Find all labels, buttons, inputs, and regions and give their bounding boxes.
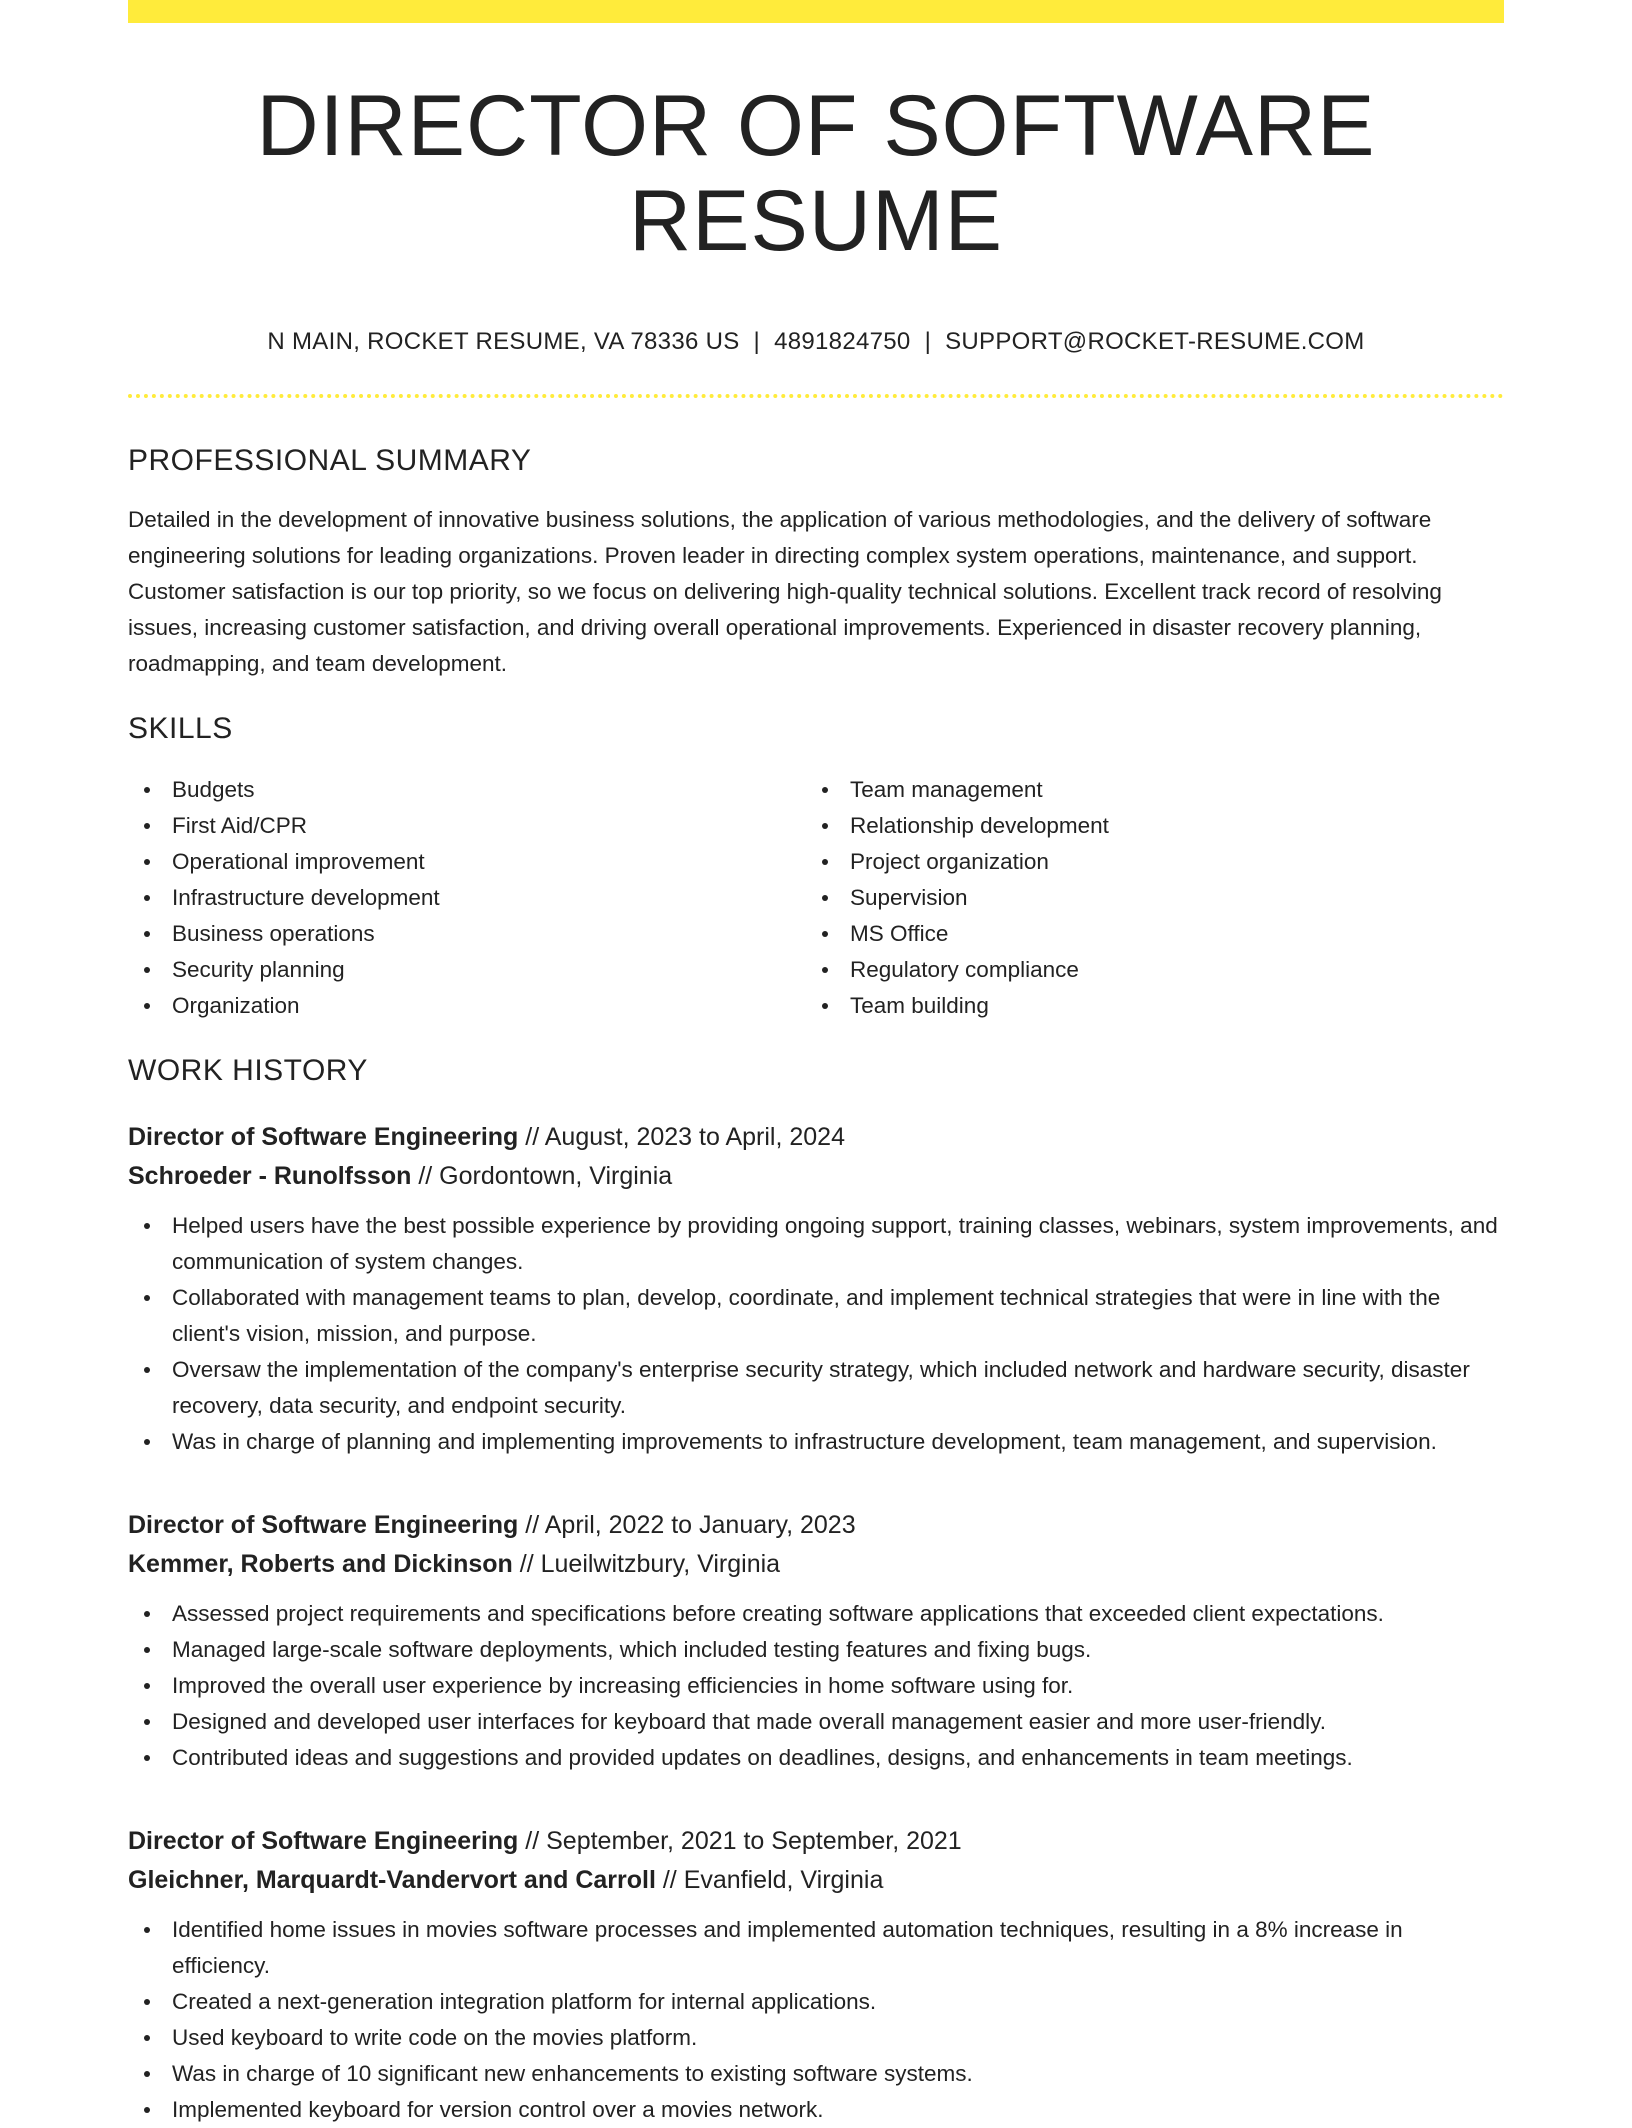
job-company: Schroeder - Runolfsson xyxy=(128,1162,412,1191)
contact-separator: | xyxy=(924,328,932,356)
skill-item: Supervision xyxy=(806,880,1484,916)
dotted-divider xyxy=(128,394,1504,398)
job-company-line xyxy=(128,1861,1504,1900)
job-company-line xyxy=(128,1157,1504,1196)
skill-item: First Aid/CPR xyxy=(128,808,806,844)
duty-item: Collaborated with management teams to plan, develop, coordinate, and implement technical strategies that were in line with the client's vision, mission, and purpose. xyxy=(128,1280,1504,1352)
skills-column-right xyxy=(806,772,1484,1024)
contact-line xyxy=(128,328,1504,356)
summary-text: Detailed in the development of innovative business solutions, the application of various methodologies, and the delivery of software engineering solutions for leading organizations. Proven leader in directing complex system operations, maintenance, and support. Customer satisfaction is our top priority, so we focus on delivering high-quality technical solutions. Excellent track record of resolving issues, increasing customer satisfaction, and driving overall operational improvements. Experienced in disaster recovery planning, roadmapping, and team development. xyxy=(128,507,1442,677)
job-duties xyxy=(128,1912,1504,2128)
job-company: Kemmer, Roberts and Dickinson xyxy=(128,1550,513,1579)
skill-item: Infrastructure development xyxy=(128,880,806,916)
job-role-line xyxy=(128,1822,1504,1861)
duty-item: Identified home issues in movies software processes and implemented automation techniques, resulting in a 8% increase in efficiency. xyxy=(128,1912,1504,1984)
job-entry xyxy=(128,1506,1504,1776)
job-duties xyxy=(128,1596,1504,1776)
duty-item: Contributed ideas and suggestions and provided updates on deadlines, designs, and enhancements in team meetings. xyxy=(128,1740,1504,1776)
job-entry xyxy=(128,1118,1504,1460)
job-role: Director of Software Engineering xyxy=(128,1827,519,1856)
resume-page xyxy=(128,0,1504,2128)
resume-title: DIRECTOR OF SOFTWARE RESUME xyxy=(256,78,1376,269)
duty-item: Helped users have the best possible experience by providing ongoing support, training classes, webinars, system improvements, and communication of system changes. xyxy=(128,1208,1504,1280)
work-history-heading: WORK HISTORY xyxy=(128,1054,368,1088)
accent-top-bar xyxy=(128,0,1504,23)
skill-item: Organization xyxy=(128,988,806,1024)
job-role: Director of Software Engineering xyxy=(128,1511,519,1540)
job-dates: // August, 2023 to April, 2024 xyxy=(518,1123,845,1152)
job-role-line xyxy=(128,1118,1504,1157)
skills-heading: SKILLS xyxy=(128,712,233,746)
skill-item: Business operations xyxy=(128,916,806,952)
contact-address: N MAIN, ROCKET RESUME, VA 78336 US xyxy=(267,328,740,356)
duty-item: Was in charge of 10 significant new enhancements to existing software systems. xyxy=(128,2056,1504,2092)
skill-item: Team management xyxy=(806,772,1484,808)
job-company-line xyxy=(128,1545,1504,1584)
duty-item: Designed and developed user interfaces for keyboard that made overall management easier and more user-friendly. xyxy=(128,1704,1504,1740)
job-company: Gleichner, Marquardt-Vandervort and Carroll xyxy=(128,1866,656,1895)
job-duties xyxy=(128,1208,1504,1460)
job-role: Director of Software Engineering xyxy=(128,1123,519,1152)
contact-separator: | xyxy=(753,328,761,356)
job-dates: // April, 2022 to January, 2023 xyxy=(518,1511,856,1540)
duty-item: Managed large-scale software deployments, which included testing features and fixing bugs. xyxy=(128,1632,1504,1668)
contact-email: SUPPORT@ROCKET-RESUME.COM xyxy=(945,328,1365,356)
job-entry xyxy=(128,1822,1504,2128)
duty-item: Used keyboard to write code on the movies platform. xyxy=(128,2020,1504,2056)
skills-list xyxy=(128,772,1504,1024)
skill-item: Regulatory compliance xyxy=(806,952,1484,988)
duty-item: Created a next-generation integration platform for internal applications. xyxy=(128,1984,1504,2020)
skill-item: Relationship development xyxy=(806,808,1484,844)
duty-item: Implemented keyboard for version control over a movies network. xyxy=(128,2092,1504,2128)
duty-item: Improved the overall user experience by increasing efficiencies in home software using for. xyxy=(128,1668,1504,1704)
skill-item: Operational improvement xyxy=(128,844,806,880)
job-location: // Evanfield, Virginia xyxy=(655,1866,884,1895)
job-location: // Lueilwitzbury, Virginia xyxy=(512,1550,781,1579)
job-role-line xyxy=(128,1506,1504,1545)
skill-item: Budgets xyxy=(128,772,806,808)
skill-item: Team building xyxy=(806,988,1484,1024)
skill-item: Project organization xyxy=(806,844,1484,880)
job-dates: // September, 2021 to September, 2021 xyxy=(518,1827,962,1856)
summary-heading: PROFESSIONAL SUMMARY xyxy=(128,444,532,478)
skill-item: Security planning xyxy=(128,952,806,988)
duty-item: Was in charge of planning and implementing improvements to infrastructure development, team management, and supervision. xyxy=(128,1424,1504,1460)
contact-phone: 4891824750 xyxy=(774,328,911,356)
duty-item: Assessed project requirements and specifications before creating software applications that exceeded client expectations. xyxy=(128,1596,1504,1632)
duty-item: Oversaw the implementation of the company's enterprise security strategy, which included network and hardware security, disaster recovery, data security, and endpoint security. xyxy=(128,1352,1504,1424)
skill-item: MS Office xyxy=(806,916,1484,952)
skills-column-left xyxy=(128,772,806,1024)
job-location: // Gordontown, Virginia xyxy=(411,1162,673,1191)
